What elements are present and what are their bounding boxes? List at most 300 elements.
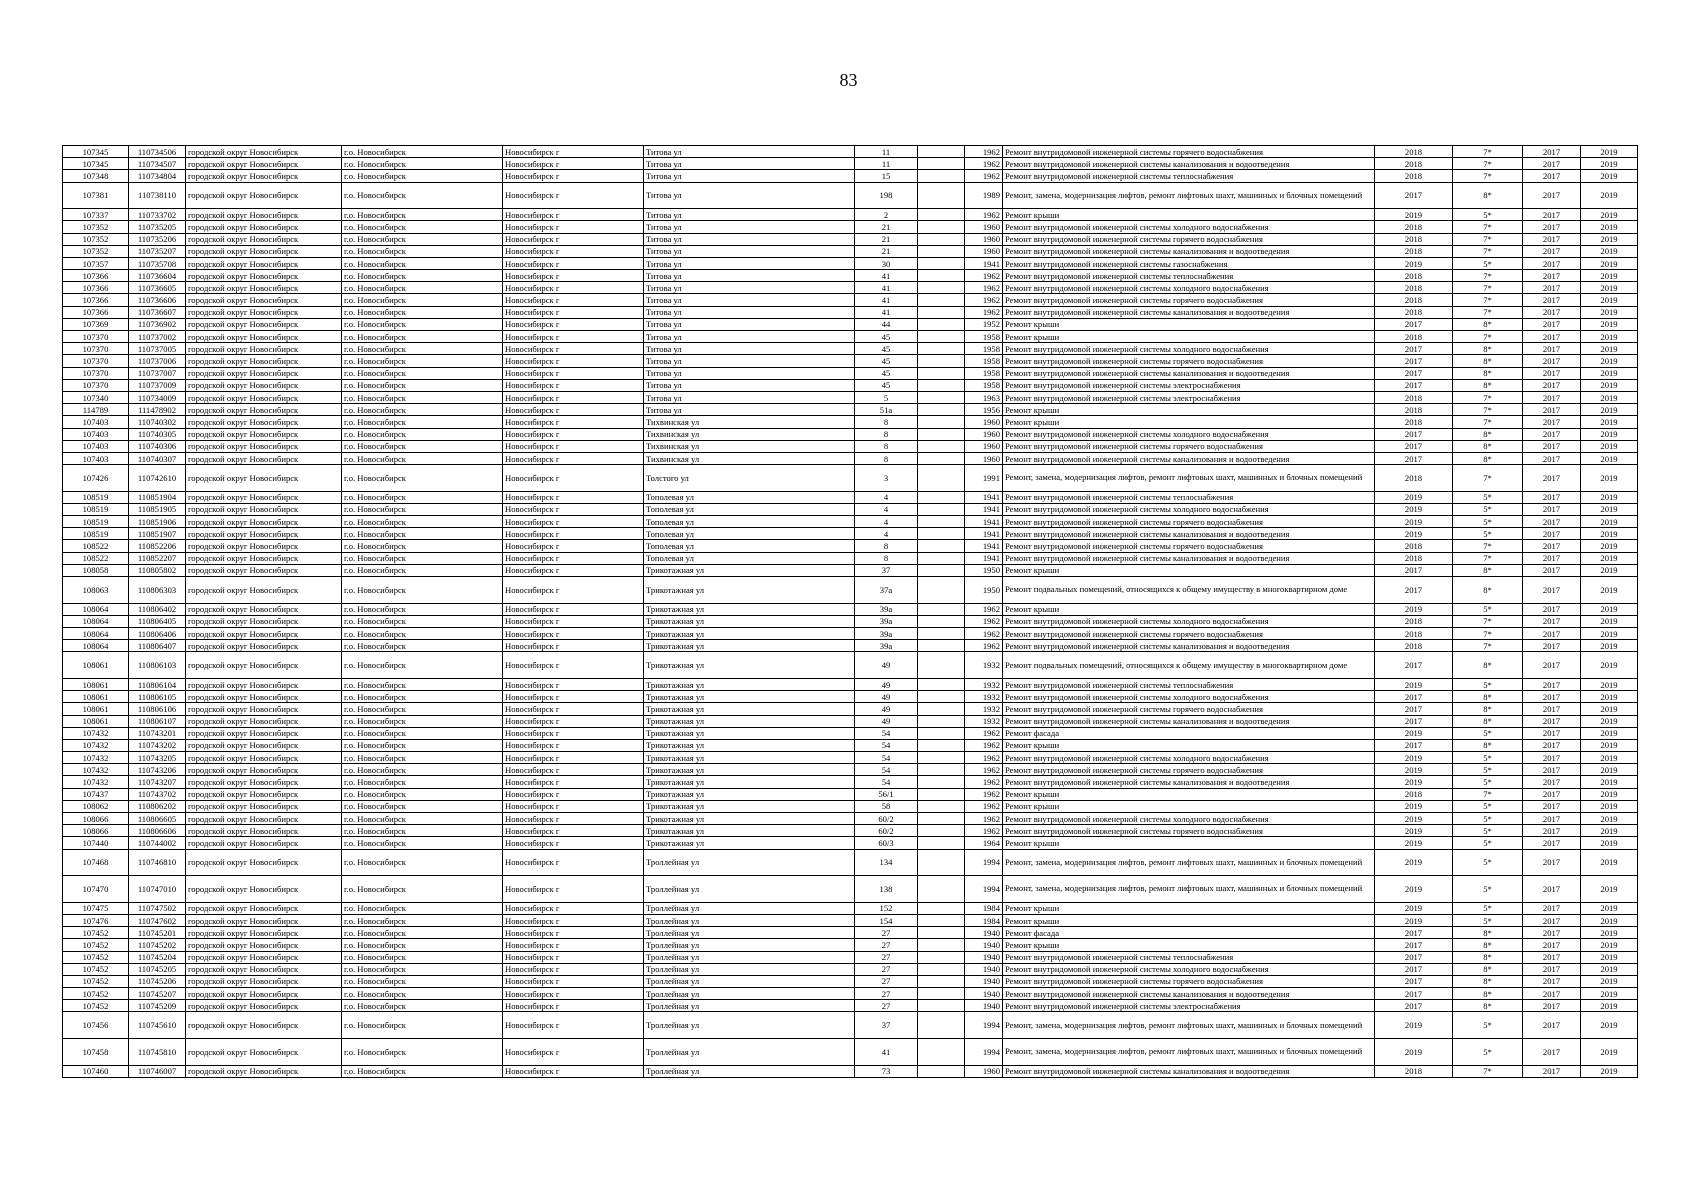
- building-cell: [918, 914, 965, 926]
- period-end-cell: 2019: [1581, 552, 1638, 564]
- house-id-cell: 107370: [63, 367, 129, 379]
- plan-year-cell: 2019: [1375, 491, 1453, 503]
- period-start-cell: 2017: [1523, 776, 1581, 788]
- work-id-cell: 110740307: [129, 452, 186, 464]
- work-type-cell: Ремонт фасада: [1003, 727, 1375, 739]
- city-cell: Новосибирск г: [503, 939, 644, 951]
- street-cell: Титова ул: [644, 233, 855, 245]
- street-cell: Тихвинская ул: [644, 416, 855, 428]
- period-end-cell: 2019: [1581, 343, 1638, 355]
- municipality-cell: городской округ Новосибирск: [186, 837, 342, 849]
- work-id-cell: 110745204: [129, 951, 186, 963]
- year-built-cell: 1960: [965, 452, 1003, 464]
- settlement-cell: г.о. Новосибирск: [342, 652, 503, 679]
- year-built-cell: 1950: [965, 564, 1003, 576]
- house-number-cell: 4: [855, 528, 918, 540]
- street-cell: Трикотажная ул: [644, 727, 855, 739]
- table-row: [63, 158, 1638, 170]
- period-start-cell: 2017: [1523, 404, 1581, 416]
- period-start-cell: 2017: [1523, 343, 1581, 355]
- street-cell: Титова ул: [644, 306, 855, 318]
- house-id-cell: 108062: [63, 800, 129, 812]
- house-number-cell: 11: [855, 158, 918, 170]
- year-built-cell: 1960: [965, 428, 1003, 440]
- work-id-cell: 110734506: [129, 146, 186, 158]
- year-built-cell: 1956: [965, 404, 1003, 416]
- period-end-cell: 2019: [1581, 331, 1638, 343]
- period-end-cell: 2019: [1581, 1065, 1638, 1077]
- period-start-cell: 2017: [1523, 540, 1581, 552]
- building-cell: [918, 1065, 965, 1077]
- building-cell: [918, 739, 965, 751]
- street-cell: Троллейная ул: [644, 988, 855, 1000]
- plan-year-cell: 2018: [1375, 158, 1453, 170]
- street-cell: Титова ул: [644, 367, 855, 379]
- period-end-cell: 2019: [1581, 355, 1638, 367]
- building-cell: [918, 516, 965, 528]
- year-built-cell: 1962: [965, 603, 1003, 615]
- plan-year-cell: 2019: [1375, 800, 1453, 812]
- work-type-cell: Ремонт внутридомовой инженерной системы горячего водоснабжения: [1003, 294, 1375, 306]
- municipality-cell: городской округ Новосибирск: [186, 615, 342, 627]
- municipality-cell: городской округ Новосибирск: [186, 776, 342, 788]
- priority-cell: 7*: [1453, 788, 1523, 800]
- period-start-cell: 2017: [1523, 963, 1581, 975]
- street-cell: Титова ул: [644, 257, 855, 269]
- building-cell: [918, 640, 965, 652]
- house-id-cell: 107452: [63, 939, 129, 951]
- period-end-cell: 2019: [1581, 703, 1638, 715]
- table-row: [63, 221, 1638, 233]
- priority-cell: 5*: [1453, 603, 1523, 615]
- settlement-cell: г.о. Новосибирск: [342, 951, 503, 963]
- plan-year-cell: 2019: [1375, 257, 1453, 269]
- building-cell: [918, 691, 965, 703]
- city-cell: Новосибирск г: [503, 528, 644, 540]
- work-type-cell: Ремонт, замена, модернизация лифтов, ремонт лифтовых шахт, машинных и блочных помещений: [1003, 876, 1375, 903]
- work-id-cell: 110806106: [129, 703, 186, 715]
- settlement-cell: г.о. Новосибирск: [342, 988, 503, 1000]
- work-id-cell: 110806402: [129, 603, 186, 615]
- city-cell: Новосибирск г: [503, 491, 644, 503]
- table-row: [63, 540, 1638, 552]
- municipality-cell: городской округ Новосибирск: [186, 1065, 342, 1077]
- table-body: [63, 146, 1638, 1078]
- city-cell: Новосибирск г: [503, 627, 644, 639]
- plan-year-cell: 2017: [1375, 691, 1453, 703]
- period-end-cell: 2019: [1581, 615, 1638, 627]
- settlement-cell: г.о. Новосибирск: [342, 503, 503, 515]
- building-cell: [918, 331, 965, 343]
- house-id-cell: 108066: [63, 813, 129, 825]
- city-cell: Новосибирск г: [503, 1000, 644, 1012]
- table-row: [63, 440, 1638, 452]
- table-row: [63, 849, 1638, 876]
- work-id-cell: 110743201: [129, 727, 186, 739]
- table-row: [63, 951, 1638, 963]
- year-built-cell: 1958: [965, 367, 1003, 379]
- plan-year-cell: 2019: [1375, 528, 1453, 540]
- plan-year-cell: 2019: [1375, 902, 1453, 914]
- work-id-cell: 110743206: [129, 764, 186, 776]
- municipality-cell: городской округ Новосибирск: [186, 652, 342, 679]
- work-id-cell: 110806103: [129, 652, 186, 679]
- settlement-cell: г.о. Новосибирск: [342, 577, 503, 604]
- plan-year-cell: 2018: [1375, 788, 1453, 800]
- period-start-cell: 2017: [1523, 837, 1581, 849]
- priority-cell: 8*: [1453, 182, 1523, 209]
- year-built-cell: 1932: [965, 652, 1003, 679]
- plan-year-cell: 2018: [1375, 640, 1453, 652]
- year-built-cell: 1941: [965, 257, 1003, 269]
- settlement-cell: г.о. Новосибирск: [342, 927, 503, 939]
- work-type-cell: Ремонт подвальных помещений, относящихся к общему имуществу в многоквартирном доме: [1003, 652, 1375, 679]
- building-cell: [918, 764, 965, 776]
- municipality-cell: городской округ Новосибирск: [186, 343, 342, 355]
- city-cell: Новосибирск г: [503, 951, 644, 963]
- house-number-cell: 8: [855, 552, 918, 564]
- priority-cell: 7*: [1453, 331, 1523, 343]
- priority-cell: 7*: [1453, 627, 1523, 639]
- street-cell: Трикотажная ул: [644, 715, 855, 727]
- municipality-cell: городской округ Новосибирск: [186, 902, 342, 914]
- period-end-cell: 2019: [1581, 1012, 1638, 1039]
- building-cell: [918, 416, 965, 428]
- year-built-cell: 1962: [965, 800, 1003, 812]
- house-id-cell: 107460: [63, 1065, 129, 1077]
- plan-year-cell: 2017: [1375, 379, 1453, 391]
- house-id-cell: 107352: [63, 233, 129, 245]
- street-cell: Трикотажная ул: [644, 564, 855, 576]
- work-type-cell: Ремонт крыши: [1003, 564, 1375, 576]
- priority-cell: 7*: [1453, 245, 1523, 257]
- period-end-cell: 2019: [1581, 825, 1638, 837]
- municipality-cell: городской округ Новосибирск: [186, 331, 342, 343]
- period-end-cell: 2019: [1581, 540, 1638, 552]
- work-id-cell: 110736605: [129, 282, 186, 294]
- street-cell: Титова ул: [644, 318, 855, 330]
- priority-cell: 8*: [1453, 927, 1523, 939]
- priority-cell: 5*: [1453, 1012, 1523, 1039]
- city-cell: Новосибирск г: [503, 615, 644, 627]
- street-cell: Троллейная ул: [644, 849, 855, 876]
- work-id-cell: 110851904: [129, 491, 186, 503]
- city-cell: Новосибирск г: [503, 440, 644, 452]
- year-built-cell: 1958: [965, 379, 1003, 391]
- priority-cell: 5*: [1453, 825, 1523, 837]
- work-type-cell: Ремонт внутридомовой инженерной системы горячего водоснабжения: [1003, 516, 1375, 528]
- house-id-cell: 107369: [63, 318, 129, 330]
- period-end-cell: 2019: [1581, 876, 1638, 903]
- settlement-cell: г.о. Новосибирск: [342, 739, 503, 751]
- city-cell: Новосибирск г: [503, 331, 644, 343]
- building-cell: [918, 209, 965, 221]
- period-end-cell: 2019: [1581, 491, 1638, 503]
- priority-cell: 7*: [1453, 391, 1523, 403]
- work-id-cell: 110806407: [129, 640, 186, 652]
- plan-year-cell: 2019: [1375, 764, 1453, 776]
- table-row: [63, 331, 1638, 343]
- priority-cell: 8*: [1453, 440, 1523, 452]
- period-end-cell: 2019: [1581, 270, 1638, 282]
- year-built-cell: 1962: [965, 813, 1003, 825]
- street-cell: Трикотажная ул: [644, 627, 855, 639]
- work-type-cell: Ремонт внутридомовой инженерной системы горячего водоснабжения: [1003, 703, 1375, 715]
- period-start-cell: 2017: [1523, 391, 1581, 403]
- work-type-cell: Ремонт внутридомовой инженерной системы канализования и водоотведения: [1003, 715, 1375, 727]
- street-cell: Троллейная ул: [644, 876, 855, 903]
- period-end-cell: 2019: [1581, 503, 1638, 515]
- house-number-cell: 45: [855, 343, 918, 355]
- street-cell: Тихвинская ул: [644, 440, 855, 452]
- work-type-cell: Ремонт крыши: [1003, 416, 1375, 428]
- work-id-cell: 110745207: [129, 988, 186, 1000]
- building-cell: [918, 564, 965, 576]
- city-cell: Новосибирск г: [503, 652, 644, 679]
- work-type-cell: Ремонт крыши: [1003, 939, 1375, 951]
- municipality-cell: городской округ Новосибирск: [186, 146, 342, 158]
- house-id-cell: 108064: [63, 640, 129, 652]
- work-type-cell: Ремонт крыши: [1003, 209, 1375, 221]
- municipality-cell: городской округ Новосибирск: [186, 825, 342, 837]
- municipality-cell: городской округ Новосибирск: [186, 233, 342, 245]
- city-cell: Новосибирск г: [503, 416, 644, 428]
- settlement-cell: г.о. Новосибирск: [342, 440, 503, 452]
- period-start-cell: 2017: [1523, 1000, 1581, 1012]
- street-cell: Тополевая ул: [644, 552, 855, 564]
- period-end-cell: 2019: [1581, 209, 1638, 221]
- municipality-cell: городской округ Новосибирск: [186, 306, 342, 318]
- building-cell: [918, 306, 965, 318]
- house-number-cell: 134: [855, 849, 918, 876]
- year-built-cell: 1962: [965, 615, 1003, 627]
- period-end-cell: 2019: [1581, 739, 1638, 751]
- settlement-cell: г.о. Новосибирск: [342, 306, 503, 318]
- house-number-cell: 2: [855, 209, 918, 221]
- house-id-cell: 107337: [63, 209, 129, 221]
- period-end-cell: 2019: [1581, 465, 1638, 492]
- year-built-cell: 1958: [965, 331, 1003, 343]
- priority-cell: 5*: [1453, 528, 1523, 540]
- building-cell: [918, 158, 965, 170]
- period-end-cell: 2019: [1581, 294, 1638, 306]
- priority-cell: 7*: [1453, 282, 1523, 294]
- work-id-cell: 110747602: [129, 914, 186, 926]
- street-cell: Титова ул: [644, 245, 855, 257]
- period-end-cell: 2019: [1581, 282, 1638, 294]
- period-start-cell: 2017: [1523, 306, 1581, 318]
- plan-year-cell: 2019: [1375, 752, 1453, 764]
- table-row: [63, 465, 1638, 492]
- work-id-cell: 110745610: [129, 1012, 186, 1039]
- city-cell: Новосибирск г: [503, 1012, 644, 1039]
- house-id-cell: 107357: [63, 257, 129, 269]
- period-start-cell: 2017: [1523, 428, 1581, 440]
- period-start-cell: 2017: [1523, 170, 1581, 182]
- table-row: [63, 355, 1638, 367]
- plan-year-cell: 2019: [1375, 837, 1453, 849]
- municipality-cell: городской округ Новосибирск: [186, 355, 342, 367]
- priority-cell: 8*: [1453, 343, 1523, 355]
- city-cell: Новосибирск г: [503, 788, 644, 800]
- year-built-cell: 1989: [965, 182, 1003, 209]
- house-number-cell: 39а: [855, 603, 918, 615]
- building-cell: [918, 800, 965, 812]
- settlement-cell: г.о. Новосибирск: [342, 465, 503, 492]
- priority-cell: 5*: [1453, 503, 1523, 515]
- table-row: [63, 813, 1638, 825]
- settlement-cell: г.о. Новосибирск: [342, 379, 503, 391]
- plan-year-cell: 2019: [1375, 727, 1453, 739]
- house-number-cell: 39а: [855, 615, 918, 627]
- year-built-cell: 1964: [965, 837, 1003, 849]
- building-cell: [918, 245, 965, 257]
- municipality-cell: городской округ Новосибирск: [186, 257, 342, 269]
- work-id-cell: 110747010: [129, 876, 186, 903]
- building-cell: [918, 776, 965, 788]
- house-id-cell: 107345: [63, 146, 129, 158]
- house-number-cell: 152: [855, 902, 918, 914]
- year-built-cell: 1962: [965, 640, 1003, 652]
- work-type-cell: Ремонт крыши: [1003, 404, 1375, 416]
- table-row: [63, 764, 1638, 776]
- street-cell: Тихвинская ул: [644, 452, 855, 464]
- city-cell: Новосибирск г: [503, 727, 644, 739]
- period-end-cell: 2019: [1581, 318, 1638, 330]
- city-cell: Новосибирск г: [503, 404, 644, 416]
- house-number-cell: 45: [855, 331, 918, 343]
- period-start-cell: 2017: [1523, 355, 1581, 367]
- street-cell: Тополевая ул: [644, 540, 855, 552]
- year-built-cell: 1962: [965, 158, 1003, 170]
- priority-cell: 7*: [1453, 615, 1523, 627]
- period-end-cell: 2019: [1581, 182, 1638, 209]
- building-cell: [918, 703, 965, 715]
- work-id-cell: 110743202: [129, 739, 186, 751]
- street-cell: Трикотажная ул: [644, 603, 855, 615]
- table-row: [63, 988, 1638, 1000]
- house-id-cell: 107366: [63, 270, 129, 282]
- year-built-cell: 1960: [965, 416, 1003, 428]
- street-cell: Троллейная ул: [644, 902, 855, 914]
- city-cell: Новосибирск г: [503, 764, 644, 776]
- period-start-cell: 2017: [1523, 1065, 1581, 1077]
- house-id-cell: 107470: [63, 876, 129, 903]
- street-cell: Трикотажная ул: [644, 788, 855, 800]
- settlement-cell: г.о. Новосибирск: [342, 788, 503, 800]
- house-id-cell: 108519: [63, 503, 129, 515]
- work-id-cell: 110743702: [129, 788, 186, 800]
- city-cell: Новосибирск г: [503, 503, 644, 515]
- year-built-cell: 1941: [965, 491, 1003, 503]
- table-row: [63, 404, 1638, 416]
- plan-year-cell: 2017: [1375, 577, 1453, 604]
- city-cell: Новосибирск г: [503, 343, 644, 355]
- work-type-cell: Ремонт внутридомовой инженерной системы холодного водоснабжения: [1003, 428, 1375, 440]
- period-start-cell: 2017: [1523, 951, 1581, 963]
- work-type-cell: Ремонт внутридомовой инженерной системы канализования и водоотведения: [1003, 245, 1375, 257]
- settlement-cell: г.о. Новосибирск: [342, 343, 503, 355]
- street-cell: Троллейная ул: [644, 975, 855, 987]
- period-start-cell: 2017: [1523, 245, 1581, 257]
- house-number-cell: 11: [855, 146, 918, 158]
- priority-cell: 8*: [1453, 564, 1523, 576]
- period-start-cell: 2017: [1523, 146, 1581, 158]
- building-cell: [918, 939, 965, 951]
- period-start-cell: 2017: [1523, 825, 1581, 837]
- house-number-cell: 41: [855, 282, 918, 294]
- settlement-cell: г.о. Новосибирск: [342, 404, 503, 416]
- work-type-cell: Ремонт внутридомовой инженерной системы канализования и водоотведения: [1003, 306, 1375, 318]
- period-end-cell: 2019: [1581, 727, 1638, 739]
- building-cell: [918, 927, 965, 939]
- house-id-cell: 108519: [63, 491, 129, 503]
- table-row: [63, 788, 1638, 800]
- period-start-cell: 2017: [1523, 503, 1581, 515]
- period-start-cell: 2017: [1523, 1012, 1581, 1039]
- period-end-cell: 2019: [1581, 715, 1638, 727]
- period-end-cell: 2019: [1581, 752, 1638, 764]
- municipality-cell: городской округ Новосибирск: [186, 1039, 342, 1066]
- table-row: [63, 975, 1638, 987]
- table-row: [63, 491, 1638, 503]
- house-id-cell: 107452: [63, 1000, 129, 1012]
- priority-cell: 5*: [1453, 678, 1523, 690]
- settlement-cell: г.о. Новосибирск: [342, 975, 503, 987]
- city-cell: Новосибирск г: [503, 678, 644, 690]
- period-end-cell: 2019: [1581, 564, 1638, 576]
- building-cell: [918, 233, 965, 245]
- street-cell: Трикотажная ул: [644, 825, 855, 837]
- work-type-cell: Ремонт внутридомовой инженерной системы холодного водоснабжения: [1003, 963, 1375, 975]
- period-start-cell: 2017: [1523, 902, 1581, 914]
- house-number-cell: 45: [855, 355, 918, 367]
- city-cell: Новосибирск г: [503, 776, 644, 788]
- plan-year-cell: 2019: [1375, 914, 1453, 926]
- house-number-cell: 27: [855, 1000, 918, 1012]
- priority-cell: 8*: [1453, 975, 1523, 987]
- period-end-cell: 2019: [1581, 221, 1638, 233]
- building-cell: [918, 221, 965, 233]
- year-built-cell: 1984: [965, 914, 1003, 926]
- settlement-cell: г.о. Новосибирск: [342, 491, 503, 503]
- period-end-cell: 2019: [1581, 158, 1638, 170]
- priority-cell: 7*: [1453, 465, 1523, 492]
- plan-year-cell: 2019: [1375, 603, 1453, 615]
- priority-cell: 5*: [1453, 209, 1523, 221]
- year-built-cell: 1962: [965, 294, 1003, 306]
- street-cell: Трикотажная ул: [644, 776, 855, 788]
- city-cell: Новосибирск г: [503, 270, 644, 282]
- period-start-cell: 2017: [1523, 603, 1581, 615]
- city-cell: Новосибирск г: [503, 1039, 644, 1066]
- year-built-cell: 1940: [965, 975, 1003, 987]
- period-end-cell: 2019: [1581, 367, 1638, 379]
- plan-year-cell: 2017: [1375, 927, 1453, 939]
- work-id-cell: 110805802: [129, 564, 186, 576]
- work-type-cell: Ремонт внутридомовой инженерной системы холодного водоснабжения: [1003, 282, 1375, 294]
- house-id-cell: 108061: [63, 691, 129, 703]
- work-id-cell: 110746007: [129, 1065, 186, 1077]
- settlement-cell: г.о. Новосибирск: [342, 813, 503, 825]
- table-row: [63, 615, 1638, 627]
- building-cell: [918, 367, 965, 379]
- year-built-cell: 1984: [965, 902, 1003, 914]
- capital-repair-table: [62, 145, 1638, 1078]
- table-row: [63, 1065, 1638, 1077]
- table-row: [63, 752, 1638, 764]
- house-number-cell: 49: [855, 703, 918, 715]
